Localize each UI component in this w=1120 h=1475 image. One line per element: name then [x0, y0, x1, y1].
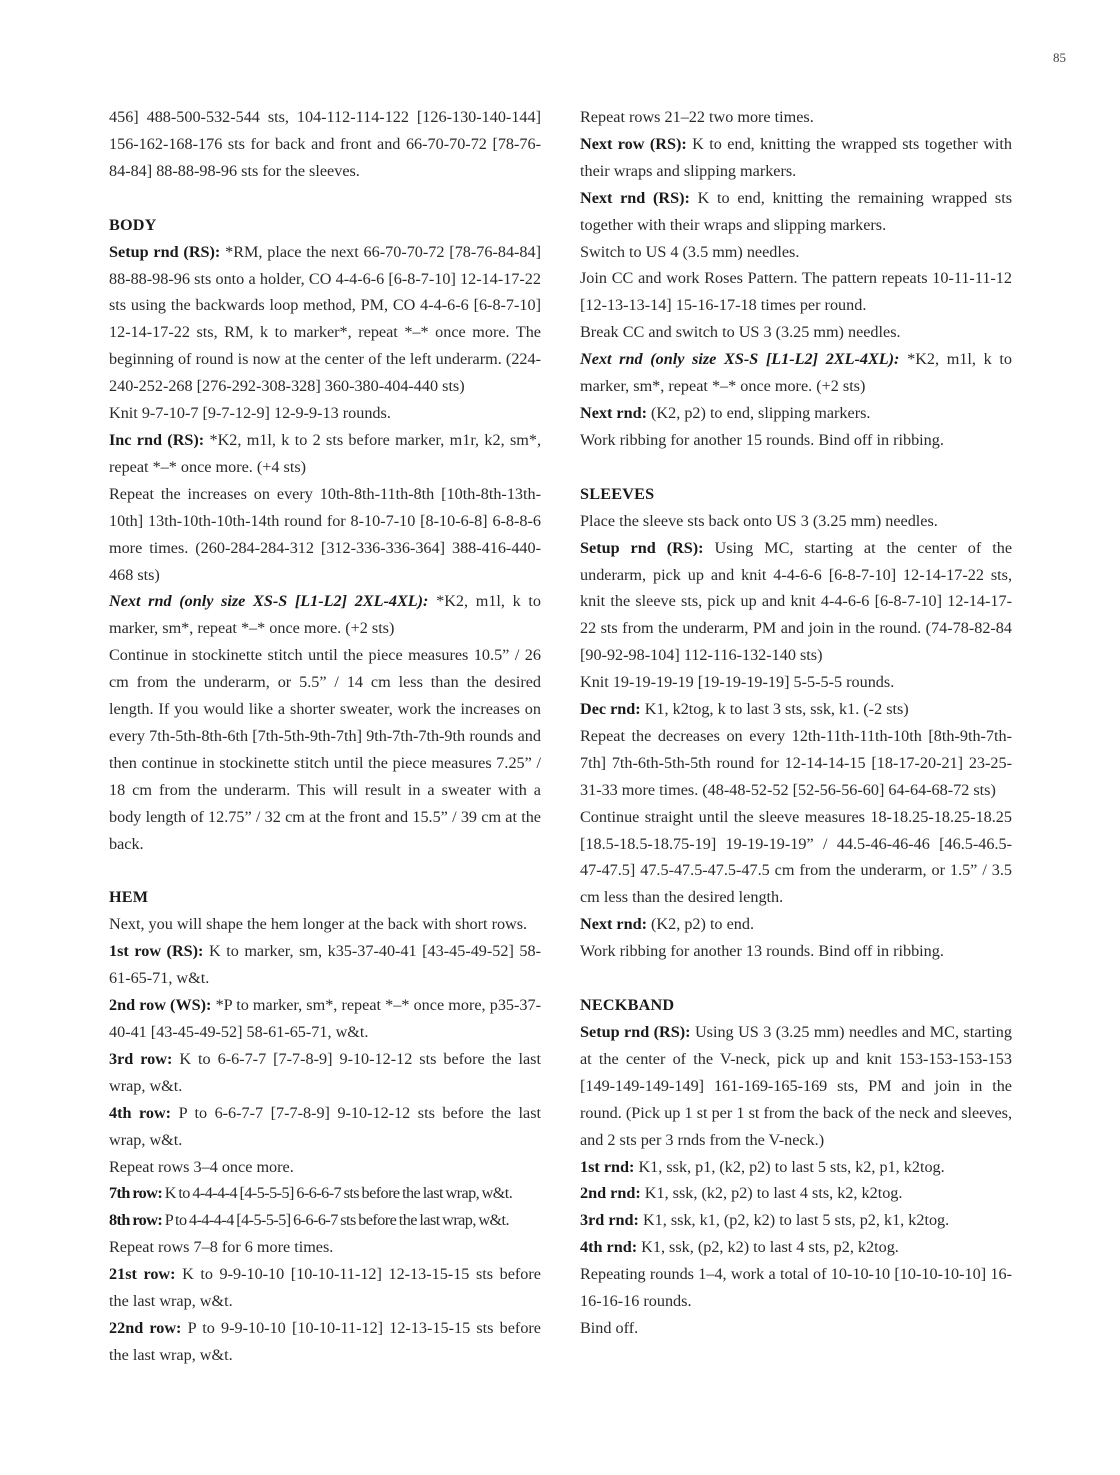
instruction-text: *RM, place the next 66-70-70-72 [78-76-84-84] 88-88-98-96 sts onto a holder, CO 4-4-6-6 [6-8-7-10] 12-14-17-22 sts using the backwards loop method, PM, CO 4-4-6-6 [6-8-7-10] 12-14-17-22 sts, RM, k to marker*, repeat *–* once more. The beginning of round is now at the center of the left underarm. (224-240-252-268 [276-292-308-328] 360-380-404-440 sts): [109, 242, 542, 396]
body-repeat-increases: Repeat the increases on every 10th-8th-11th-8th [10th-8th-13th-10th] 13th-10th-10th-14th round for 8-10-7-10 [8-10-6-8] 6-8-8-6 more times. (260-284-284-312 [312-336-336-364] 388-416-440-468 sts): [109, 484, 541, 584]
instruction-text: K to 6-6-7-7 [7-7-8-9] 9-10-12-12 sts before the last wrap, w&t.: [109, 1049, 541, 1095]
sleeves-knit-rounds: Knit 19-19-19-19 [19-19-19-19] 5-5-5-5 rounds.: [580, 673, 895, 692]
instruction-label: Setup rnd (RS):: [580, 1023, 691, 1041]
hem-next-row: [580, 131, 1012, 185]
neckband-bind-off: Bind off.: [580, 1318, 639, 1337]
instruction-text: K to end, knitting the remaining wrapped sts together with their wraps and slipping markers.: [580, 188, 1012, 234]
instruction-text: (K2, p2) to end, slipping markers.: [647, 403, 871, 422]
hem-row-22: [109, 1315, 541, 1369]
instruction-label: Next rnd (RS):: [580, 188, 690, 207]
hem-row-8: [109, 1207, 541, 1234]
hem-join-cc: Join CC and work Roses Pattern. The pattern repeats 10-11-11-12 [12-13-13-14] 15-16-17-18 times per round.: [580, 269, 1012, 315]
hem-work-ribbing: Work ribbing for another 15 rounds. Bind off in ribbing.: [580, 430, 944, 449]
hem-next-rnd: [580, 185, 1012, 239]
section-heading-neckband: NECKBAND: [580, 996, 675, 1015]
hem-row-2: [109, 992, 541, 1046]
instruction-label: Setup rnd (RS):: [109, 242, 221, 261]
instruction-text: K1, ssk, p1, (k2, p2) to last 5 sts, k2, p1, k2tog.: [634, 1157, 945, 1176]
instruction-label: 4th rnd:: [580, 1238, 638, 1257]
section-heading-hem: HEM: [109, 888, 149, 907]
hem-row-4: [109, 1100, 541, 1154]
body-inc-rnd: [109, 427, 541, 481]
body-knit-rounds: Knit 9-7-10-7 [9-7-12-9] 12-9-9-13 rounds.: [109, 404, 391, 423]
hem-row-21: [109, 1261, 541, 1315]
instruction-label: 4th row:: [109, 1103, 172, 1122]
neckband-rnd-4: [580, 1234, 1012, 1261]
sleeves-repeat-decreases: Repeat the decreases on every 12th-11th-11th-10th [8th-9th-7th-7th] 7th-6th-5th-5th round for 12-14-14-15 [18-17-20-21] 23-25-31-33 more times. (48-48-52-52 [52-56-56-60] 64-64-68-72 sts): [580, 726, 1012, 799]
body-setup-rnd: [109, 239, 541, 400]
page-number: 85: [1053, 50, 1066, 65]
instruction-label: 21st row:: [109, 1265, 176, 1284]
instruction-text: K1, ssk, (p2, k2) to last 4 sts, p2, k2tog.: [637, 1238, 899, 1257]
instruction-label: Setup rnd (RS):: [580, 538, 704, 557]
instruction-text: *K2, m1l, k to marker, sm*, repeat *–* once more. (+2 sts): [109, 592, 542, 638]
hem-repeat-21-22: Repeat rows 21–22 two more times.: [580, 108, 814, 126]
instruction-label: 8th row:: [109, 1211, 163, 1230]
instruction-label: 1st rnd:: [580, 1157, 635, 1176]
neckband-repeating: Repeating rounds 1–4, work a total of 10-10-10 [10-10-10-10] 16-16-16-16 rounds.: [580, 1265, 1012, 1311]
instruction-text: K to marker, sm, k35-37-40-41 [43-45-49-52] 58-61-65-71, w&t.: [109, 942, 541, 988]
neckband-rnd-2: [580, 1180, 1012, 1207]
instruction-text: P to 4-4-4-4 [4-5-5-5] 6-6-6-7 sts before the last wrap, w&t.: [162, 1211, 509, 1230]
hem-next-rnd-sizes: [580, 346, 1012, 400]
instruction-text: K1, ssk, k1, (p2, k2) to last 5 sts, p2, k1, k2tog.: [638, 1211, 950, 1230]
instruction-text: P to 6-6-7-7 [7-7-8-9] 9-10-12-12 sts before the last wrap, w&t.: [109, 1103, 541, 1149]
instruction-text: P to 9-9-10-10 [10-10-11-12] 12-13-15-15 sts before the last wrap, w&t.: [109, 1318, 541, 1364]
instruction-text: *K2, m1l, k to marker, sm*, repeat *–* once more. (+2 sts): [580, 350, 1013, 396]
instruction-text: K to end, knitting the wrapped sts together with their wraps and slipping markers.: [580, 134, 1013, 180]
hem-row-7: [109, 1180, 541, 1207]
instruction-label: 2nd rnd:: [580, 1184, 641, 1203]
instruction-label: 3rd rnd:: [580, 1211, 639, 1230]
hem-break-cc: Break CC and switch to US 3 (3.25 mm) needles.: [580, 323, 901, 342]
instruction-label: Inc rnd (RS):: [109, 430, 205, 449]
instruction-label: Dec rnd:: [580, 700, 641, 719]
section-heading-body: BODY: [109, 215, 157, 234]
sleeves-continue: Continue straight until the sleeve measures 18-18.25-18.25-18.25 [18.5-18.5-18.75-19] 19-19-19-19” / 44.5-46-46-46 [46.5-46.5-47-47.5] 47.5-47.5-47.5-47.5 cm from the underarm, or 1.5” / 3.5 cm less than the desired length.: [580, 807, 1012, 907]
neckband-rnd-3: [580, 1207, 1012, 1234]
hem-repeat-7-8: Repeat rows 7–8 for 6 more times.: [109, 1238, 334, 1257]
instruction-label: 3rd row:: [109, 1049, 173, 1068]
body-continue: Continue in stockinette stitch until the piece measures 10.5” / 26 cm from the underarm, or 5.5” / 14 cm less than the desired length. If you would like a shorter sweater, work the increases on every 7th-5th-8th-6th [7th-5th-9th-7th] 9th-7th-7th-9th rounds and then continue in stockinette stitch until the piece measures 7.25” / 18 cm from the underarm. This will result in a sweater with a body length of 12.75” / 32 cm at the front and 15.5” / 39 cm at the back.: [109, 646, 541, 853]
instruction-text: K to 4-4-4-4 [4-5-5-5] 6-6-6-7 sts before the last wrap, w&t.: [162, 1184, 513, 1203]
instruction-text: *K2, m1l, k to 2 sts before marker, m1r, k2, sm*, repeat *–* once more. (+4 sts): [109, 430, 542, 476]
hem-switch-needles: Switch to US 4 (3.5 mm) needles.: [580, 242, 800, 261]
sizes-intro: 456] 488-500-532-544 sts, 104-112-114-122 [126-130-140-144] 156-162-168-176 sts for back and front and 66-70-70-72 [78-76-84-84] 88-88-98-96 sts for the sleeves.: [109, 108, 541, 180]
right-column: [580, 104, 1012, 1342]
instruction-label: Next rnd:: [580, 915, 647, 934]
instruction-text: Using MC, starting at the center of the underarm, pick up and knit 4-4-6-6 [6-8-7-10] 12-14-17-22 sts, knit the sleeve sts, pick up and knit 4-4-6-6 [6-8-7-10] 12-14-17-22 sts from the underarm, PM and join in the round. (74-78-82-84 [90-92-98-104] 112-116-132-140 sts): [580, 538, 1012, 665]
instruction-label: Next row (RS):: [580, 134, 687, 153]
hem-row-1: [109, 938, 541, 992]
instruction-text: (K2, p2) to end.: [647, 915, 754, 934]
instruction-label: 2nd row (WS):: [109, 996, 212, 1015]
sleeves-next-rnd: [580, 911, 1012, 938]
instruction-label: Next rnd:: [580, 403, 647, 422]
instruction-label: Next rnd (only size XS-S [L1-L2] 2XL-4XL):: [580, 350, 900, 369]
instruction-text: Using US 3 (3.25 mm) needles and MC, starting at the center of the V-neck, pick up and knit 153-153-153-153 [149-149-149-149] 161-169-165-169 sts, PM and join in the round. (Pick up 1 st per 1 st from the back of the neck and sleeves, and 2 sts per 3 rnds from the V-neck.): [580, 1023, 1012, 1149]
neckband-rnd-1: [580, 1154, 1012, 1181]
hem-next-rnd-ribbing: [580, 400, 1012, 427]
instruction-label: 22nd row:: [109, 1318, 182, 1337]
sleeves-setup-rnd: [580, 535, 1012, 670]
sleeves-dec-rnd: [580, 696, 1012, 723]
left-column: [109, 104, 541, 1369]
instruction-text: *P to marker, sm*, repeat *–* once more, p35-37-40-41 [43-45-49-52] 58-61-65-71, w&t.: [109, 996, 541, 1041]
sleeves-work-ribbing: Work ribbing for another 13 rounds. Bind off in ribbing.: [580, 942, 944, 961]
body-next-rnd: [109, 588, 541, 642]
neckband-setup-rnd: [580, 1019, 1012, 1154]
hem-intro: Next, you will shape the hem longer at the back with short rows.: [109, 915, 528, 934]
hem-repeat-3-4: Repeat rows 3–4 once more.: [109, 1157, 294, 1176]
instruction-label: 1st row (RS):: [109, 942, 204, 961]
instruction-text: K1, k2tog, k to last 3 sts, ssk, k1. (-2 sts): [640, 700, 909, 719]
sleeves-place: Place the sleeve sts back onto US 3 (3.25 mm) needles.: [580, 511, 938, 530]
instruction-label: Next rnd (only size XS-S [L1-L2] 2XL-4XL):: [109, 592, 429, 611]
instruction-text: K1, ssk, (k2, p2) to last 4 sts, k2, k2tog.: [640, 1184, 903, 1203]
instruction-label: 7th row:: [109, 1184, 163, 1203]
section-heading-sleeves: SLEEVES: [580, 484, 655, 503]
hem-row-3: [109, 1046, 541, 1100]
instruction-text: K to 9-9-10-10 [10-10-11-12] 12-13-15-15 sts before the last wrap, w&t.: [109, 1265, 541, 1311]
